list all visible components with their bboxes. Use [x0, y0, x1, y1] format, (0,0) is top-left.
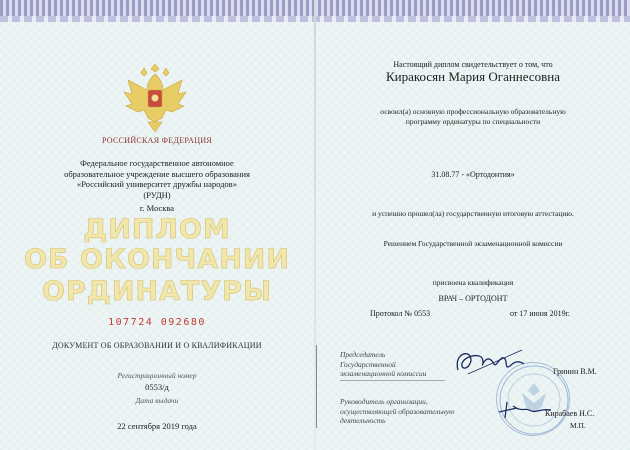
program-text	[316, 107, 630, 127]
attestation-text: и успешно прошел(ла) государственную итоговую аттестацию.	[372, 209, 574, 218]
program-line: освоил(а) основную профессиональную образовательную	[380, 107, 566, 116]
institution-block	[0, 158, 314, 200]
chair-role	[340, 350, 426, 379]
institution-line: Федеральное государственное автономное	[80, 158, 234, 168]
head-name: Кирабаев Н.С.	[545, 409, 595, 418]
institution-line: «Российский университет дружбы народов»	[77, 179, 237, 189]
serial-number: 107724 092680	[108, 317, 206, 328]
signature-divider	[316, 345, 317, 428]
head-role	[340, 397, 454, 426]
qualification-label: присвоена квалификация	[432, 278, 514, 287]
intro-text: Настоящий диплом свидетельствует о том, что	[393, 60, 553, 69]
chair-role-line: Председатель	[340, 350, 386, 359]
diploma-title-line1: ДИПЛОМ	[83, 214, 231, 245]
protocol-date: от 17 июня 2019г.	[510, 309, 570, 318]
chair-role-line: экзаменационной комиссии	[340, 369, 427, 378]
issue-date: 22 сентября 2019 года	[117, 421, 197, 431]
registration-number: 0553/д	[145, 382, 169, 392]
institution-line: образовательное учреждение высшего образования	[64, 168, 250, 179]
holder-name: Киракосян Мария Оганнесовна	[386, 69, 560, 84]
protocol-number: Протокол № 0553	[370, 309, 431, 318]
head-role-line: Руководитель организации,	[340, 397, 428, 406]
right-page	[316, 0, 630, 450]
registration-label: Регистрационный номер	[117, 371, 197, 380]
left-page	[0, 0, 314, 450]
issue-date-label: Дата выдачи	[135, 396, 179, 405]
specialty: 31.08.77 - «Ортодонтия»	[431, 170, 515, 179]
chair-role-line: Государственной	[340, 359, 396, 369]
commission-decision: Решением Государственной экзаменационной комиссии	[383, 239, 563, 248]
institution-line: (РУДН)	[143, 189, 171, 200]
chair-name: Гринин В.М.	[553, 367, 597, 376]
diploma-title-line2: ОБ ОКОНЧАНИИ	[23, 244, 290, 275]
coat-of-arms-icon	[120, 58, 190, 136]
head-role-line: деятельность	[340, 416, 386, 425]
signature-line	[340, 380, 445, 381]
diploma-title-line3: ОРДИНАТУРЫ	[42, 276, 272, 307]
city: г. Москва	[139, 203, 175, 213]
country-name: РОССИЙСКАЯ ФЕДЕРАЦИЯ	[101, 136, 213, 145]
seal-label: М.П.	[570, 421, 586, 430]
document-type: ДОКУМЕНТ ОБ ОБРАЗОВАНИИ И О КВАЛИФИКАЦИИ	[52, 341, 262, 350]
head-role-line: осуществляющей образовательную	[340, 406, 455, 416]
program-line: программу ординатуры по специальности	[405, 117, 541, 126]
qualification: ВРАЧ – ОРТОДОНТ	[438, 294, 508, 303]
